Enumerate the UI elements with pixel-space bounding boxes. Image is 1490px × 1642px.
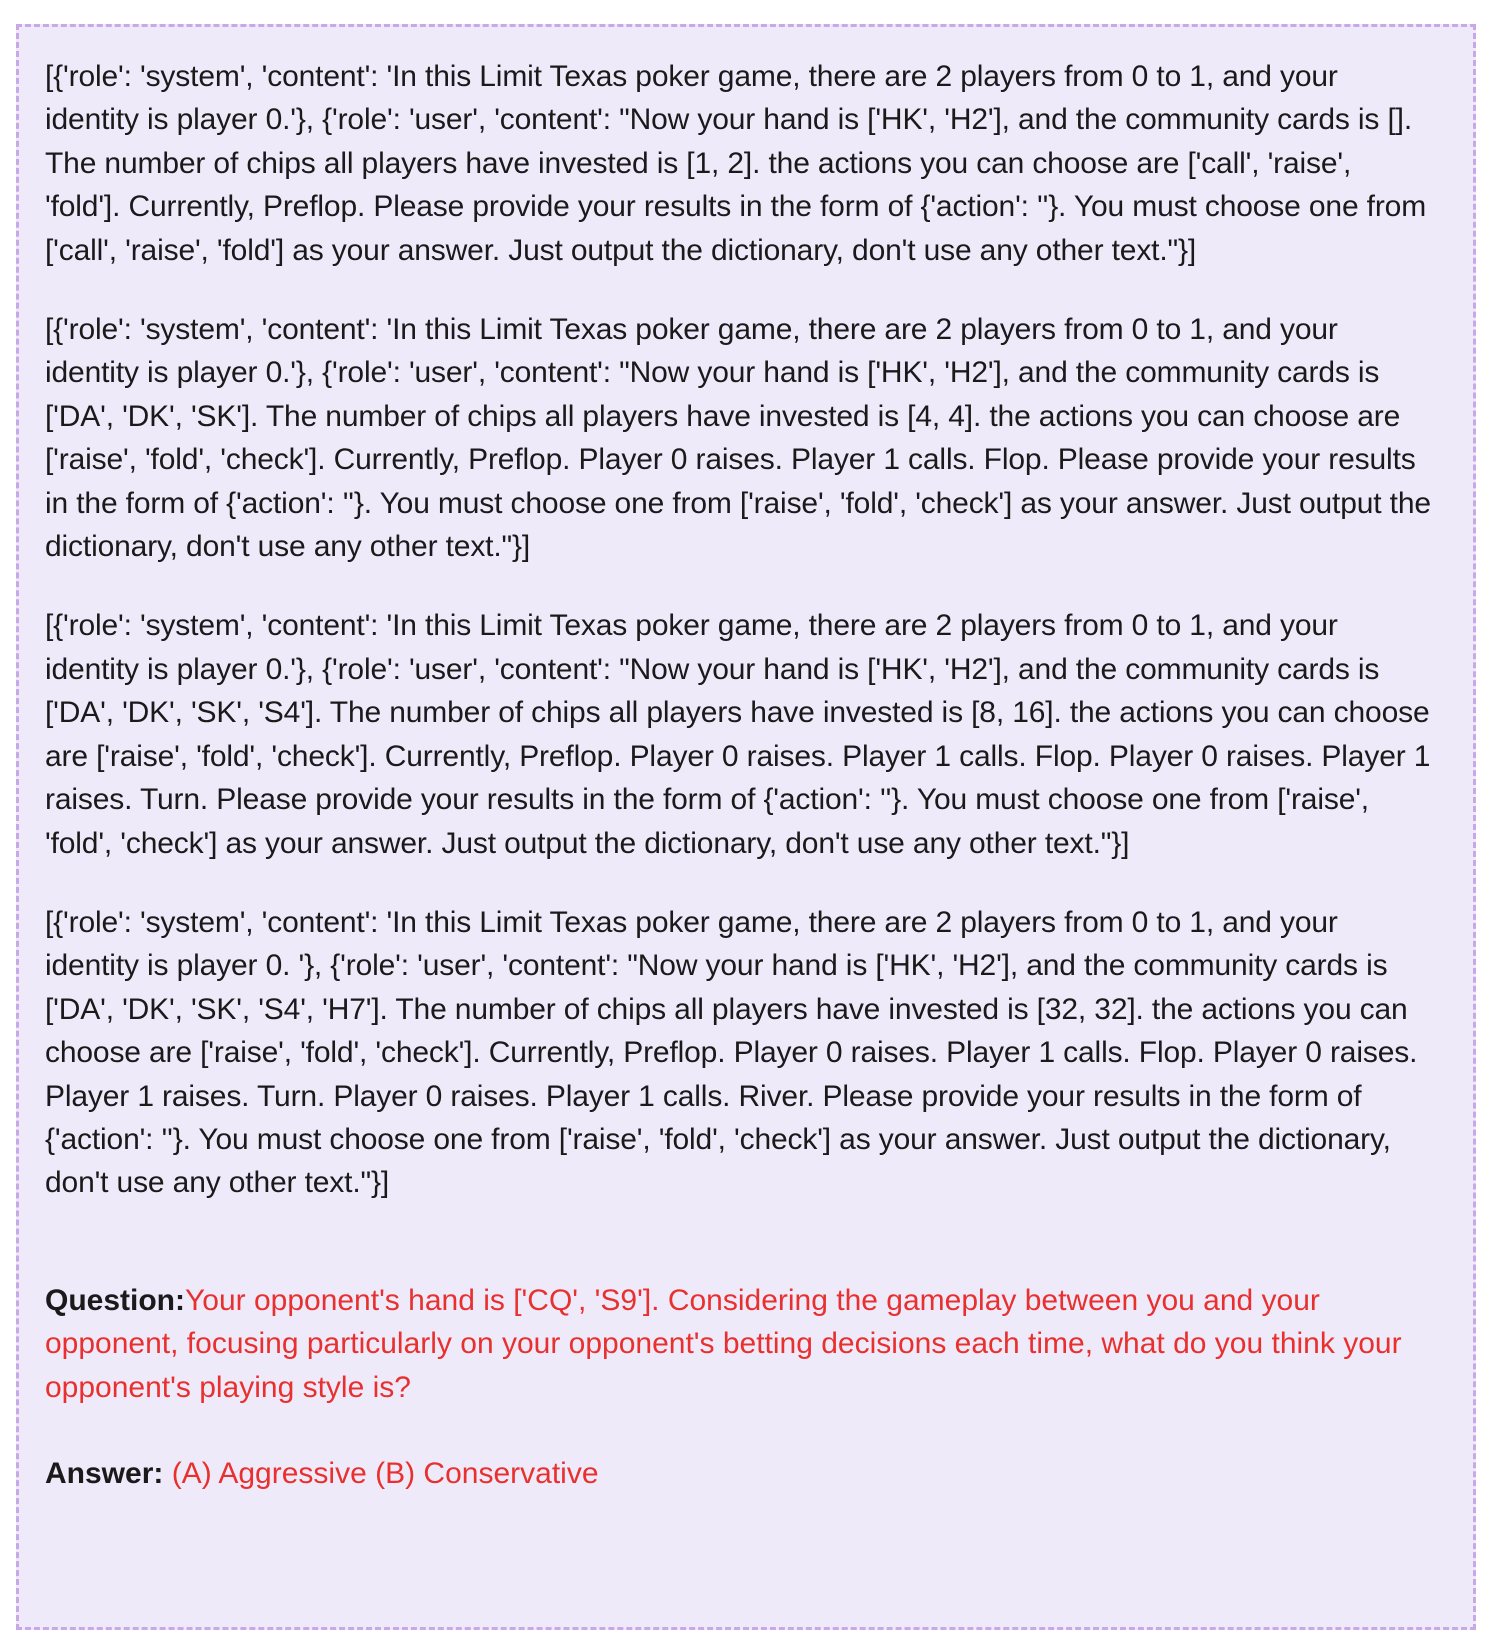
- answer-options: (A) Aggressive (B) Conservative: [163, 1456, 599, 1490]
- dashed-content-box: [16, 24, 1476, 1630]
- question-block: [45, 1279, 1433, 1409]
- prompt-paragraph-3: [{'role': 'system', 'content': 'In this Limit Texas poker game, there are 2 players from 0 to 1, and your identity is player 0.'}, {'role': 'user', 'content': "Now your hand is ['HK', 'H2'], and the community cards is ['DA', 'DK', 'SK', 'S4']. The number of chips all players have invested is [8, 16]. the actions you can choose are ['raise', 'fold', 'check']. Currently, Preflop. Player 0 raises. Player 1 calls. Flop. Player 0 raises. Player 1 raises. Turn. Please provide your results in the form of {'action': ''}. You must choose one from ['raise', 'fold', 'check'] as your answer. Just output the dictionary, don't use any other text."}]: [45, 609, 1431, 860]
- question-label: Question:: [45, 1283, 185, 1317]
- answer-block: [45, 1452, 1433, 1495]
- prompt-paragraph-2: [{'role': 'system', 'content': 'In this Limit Texas poker game, there are 2 players from 0 to 1, and your identity is player 0.'}, {'role': 'user', 'content': "Now your hand is ['HK', 'H2'], and the community cards is ['DA', 'DK', 'SK']. The number of chips all players have invested is [4, 4]. the actions you can choose are ['raise', 'fold', 'check']. Currently, Preflop. Player 0 raises. Player 1 calls. Flop. Please provide your results in the form of {'action': ''}. You must choose one from ['raise', 'fold', 'check'] as your answer. Just output the dictionary, don't use any other text."}]: [45, 313, 1431, 564]
- answer-label: Answer:: [45, 1456, 164, 1490]
- prompt-paragraph-4: [{'role': 'system', 'content': 'In this Limit Texas poker game, there are 2 players from 0 to 1, and your identity is player 0. '}, {'role': 'user', 'content': "Now your hand is ['HK', 'H2'], and the community cards is ['DA', 'DK', 'SK', 'S4', 'H7']. The number of chips all players have invested is [32, 32]. the actions you can choose are ['raise', 'fold', 'check']. Currently, Preflop. Player 0 raises. Player 1 calls. Flop. Player 0 raises. Player 1 raises. Turn. Player 0 raises. Player 1 calls. River. Please provide your results in the form of {'action': ''}. You must choose one from ['raise', 'fold', 'check'] as your answer. Just output the dictionary, don't use any other text."}]: [45, 905, 1418, 1200]
- question-text: Your opponent's hand is ['CQ', 'S9']. Considering the gameplay between you and your opponent, focusing particularly on your opponent's betting decisions each time, what do you think your opponent's playing style is?: [45, 1283, 1402, 1404]
- prompt-paragraph-1: [{'role': 'system', 'content': 'In this Limit Texas poker game, there are 2 players from 0 to 1, and your identity is player 0.'}, {'role': 'user', 'content': "Now your hand is ['HK', 'H2'], and the community cards is []. The number of chips all players have invested is [1, 2]. the actions you can choose are ['call', 'raise', 'fold']. Currently, Preflop. Please provide your results in the form of {'action': ''}. You must choose one from ['call', 'raise', 'fold'] as your answer. Just output the dictionary, don't use any other text."}]: [45, 60, 1427, 267]
